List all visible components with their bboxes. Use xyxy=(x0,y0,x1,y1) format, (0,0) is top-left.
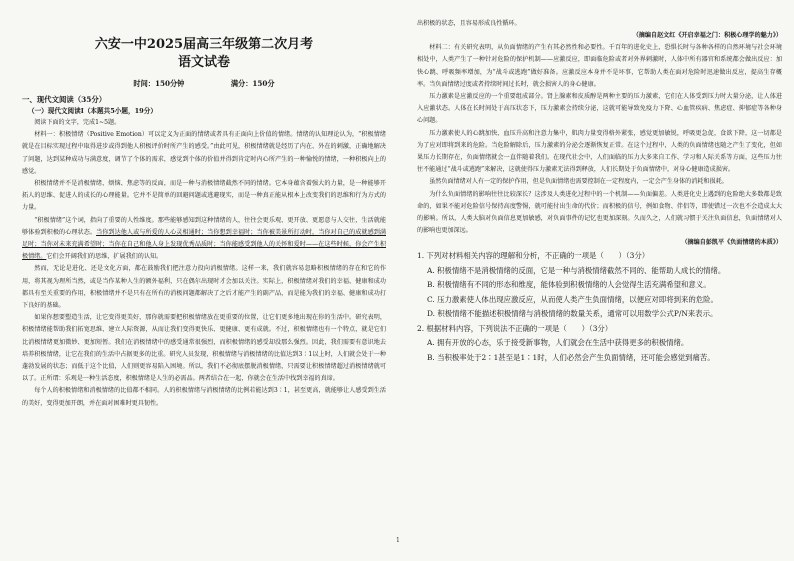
question-2: 2. 根据材料内容，下列说法不正确的一项是（ ）（3分） xyxy=(417,323,613,333)
material-label: 材料二： xyxy=(429,44,454,52)
question-1: 1. 下列对材料相关内容的理解和分析，不正确的一项是（ ）（3分） xyxy=(417,251,650,261)
paragraph: 如果你想要塑造生活，让它变得更美好，那你就需要把积极情绪放在更重要的位置，让它们更多地出现在你的生活中。研究表明，积极情绪能帮助我们拓宽思维、建立人际资源，从而让我们变得更快乐、更健康、更有成就。不过，积极情绪也有一个特点，就是它们比消极情绪更加微妙、更加短暂。我们在消极情绪中的感受通常很强烈，而积极情绪的感受却没那么强烈。因此，我们需要有意识地去培养积极情绪，让它在我们的生活中占据更多的比重。研究人员发现，积极情绪与消极情绪的比值达到3∶1以上时，人们就会处于一种蓬勃发展的状态；而低于这个比值，人们则更容易陷入困境。所以，我们不必彻底摆脱消极情绪，只需要让积极情绪超过消极情绪就可以了。正所谓：乐观是一种生活态度，积极情绪是人生的必需品。两者结合在一起，你就会在生活中找到幸福的真谛。 xyxy=(22,314,386,383)
underlined-text: 当你到达他人或与所爱的人心灵相通时；当你想到幸福时；当你被美景所打动时，当你对自己的成就感到满足时；当你对未来充满希望时；当你在自己和他人身上发现优秀品质时；当你能感受到他人的关怀和爱时——在这些时候，你会产生积极情绪。 xyxy=(22,228,386,261)
option-2b: B. 当积极率处于2∶1甚至是1∶1时，人们必然会产生负面情绪，还可能会感觉到痛苦。 xyxy=(427,352,715,362)
exam-title: 六安一中2025届高三年级第二次月考 xyxy=(94,37,314,52)
exam-subtitle: 语文试卷 xyxy=(177,55,230,70)
paragraph: 压力激素使人的心跳加快、血压升高和注意力集中，肌肉力量变得格外紧张，感觉更加敏锐，呼吸更急促，食欲下降，这一切都是为了应对即将到来的危险。当危险解除后，压力激素的分泌会逐渐恢复正常。在这个过程中，人类的负面情绪也随之产生了变化，但如果压力长期存在，负面情绪就会一直伴随着我们。在现代社会中，人们面临的压力大多来自工作、学习和人际关系等方面，这些压力往往不能通过“战斗或逃跑”来解决，这就使得压力激素无法得到释放，人们长期处于负面情绪中，对身心健康造成损害。 xyxy=(417,129,782,174)
option-2a: A. 拥有开放的心态，乐于接受新事物，人们就会在生活中获得更多的积极情绪。 xyxy=(427,338,689,348)
option-1d: D. 积极情绪不能描述积极情绪与消极情绪的数量关系，通常可以用数学公式P/N来表示。 xyxy=(427,309,718,319)
option-1a: A. 积极情绪不是消极情绪的反面，它是一种与消极情绪截然不同的、能帮助人成长的情绪。 xyxy=(427,265,726,275)
paragraph: 然而，无论是进化、还是文化方面，都在鼓励我们把注意力投向消极情绪。这样一来，我们就容易忽略积极情绪的存在和它的作用，将其视为理所当然，或是当作某种人生的额外福利，只在偶尔出现时才会加以关注。实际上，积极情绪对我们的幸福、健康和成功都具有至关重要的作用，积极情绪并不是只有在所有的消极问题都解决了之后才能产生的副产品，而是能为我们的幸福、健康和成功打下良好的基础。 xyxy=(22,265,386,310)
page-number: 1 xyxy=(396,537,400,544)
right-column xyxy=(417,18,782,555)
section-heading: 一、现代文阅读（35分） xyxy=(22,95,107,104)
paragraph-text: 有关研究表明，从负面情绪的产生有其必然性和必要性。千百年的进化史上，恐惧长时与各种各样的自然环境与社会环境相处中，人类产生了一种针对危险的保护机制——应激反应，即面临危险或者对外界刺激时，人体中所有器官和系统都会做出反应：加快心跳、呼吸频率增加，为“战斗或逃跑”做好准备。应激反应本身并不是坏事，它帮助人类在面对危险时迅速做出反应，提高生存概率。当负面情绪过度或者持续时间过长时，就会损害人的身心健康。 xyxy=(417,44,782,88)
subsection-heading: （一）现代文阅读Ⅰ（本题共5小题，19分） xyxy=(28,107,157,115)
left-column xyxy=(22,18,386,555)
paragraph-text: 它们会开阔我们的思维，扩展我们的认知。 xyxy=(46,253,163,261)
exam-score: 满分：150分 xyxy=(230,79,275,88)
option-1b: B. 积极情绪有不同的形态和维度，能体验到积极情绪的人会觉得生活充满希望和意义。 xyxy=(427,280,711,290)
paragraph: 出积极的状态，且容易形成良性循环。 xyxy=(417,20,521,27)
paragraph: 压力激素是应激反应的一个重要组成部分。肾上腺素和皮质醇是两种主要的压力激素，它们在人体受到压力时大量分泌，让人体进入应激状态。人体在长时间处于高压状态下，压力激素会持续分泌，这就可能导致免疫力下降、心血管疾病、焦虑症、抑郁症等各种身心问题。 xyxy=(417,93,782,125)
paragraph-text: 积极情绪（Positive Emotion）可以定义为正面的情绪或者具有正面向上价值的情绪。情绪的认知理论认为，“积极情绪就是在目标实现过程中取得进步或得到他人积极评价时所产生的感受。”由此可见，积极情绪就是经历了内在、外在的刺激，正确地解决了问题，达到某种成功与满意度，调节了个体的需求，感觉到个体的价值并得到肯定时内心所产生的一种愉悦的情绪，一种积极向上的感觉。 xyxy=(22,131,386,175)
paragraph: 积极情绪并不是消极情绪、烦恼、焦虑等的反面，而是一种与消极情绪截然不同的情绪。它本身蕴含着强大的力量，是一种能够开拓人的思维、促进人的成长的心理能量。它并不是简单的回避问题或逃避现实，而是一种真正能从根本上改变我们的思维和行为方式的力量。 xyxy=(22,180,386,212)
source-citation: （摘编自彭凯平《负面情绪的本质》） xyxy=(681,239,782,247)
source-citation: （摘编自赵文红《开启幸福之门：积极心理学的魅力》） xyxy=(632,32,782,40)
paragraph xyxy=(22,215,386,264)
paragraph xyxy=(417,42,782,91)
material-label: 材料一： xyxy=(34,131,59,139)
instruction-text: 阅读下面的文字，完成1~5题。 xyxy=(34,119,121,126)
paragraph xyxy=(22,129,386,178)
option-1c: C. 压力激素使人体出现应激反应，从而使人类产生负面情绪，以便应对即将到来的危险。 xyxy=(427,294,718,304)
paragraph: 为什么负面情绪的影响往往比较深长？这涉及人类进化过程中的一个机制——负面偏差。人类进化史上遇到的危险绝大多数都是致命的，如果不能对危险信号保持高度警惕，就可能付出生命的代价；而积极的信号，例如食物、伴侣等，即使错过一次也不会造成太大的影响。所以，人类大脑对负面信息更加敏感，对负面事件的记忆也更加深刻。久而久之，人们就习惯于关注负面信息，负面情绪对人的影响也更加深远。 xyxy=(417,190,782,235)
exam-time: 时间：150分钟 xyxy=(133,79,185,88)
exam-meta xyxy=(22,78,386,90)
paragraph: 虽然负面情绪对人有一定的保护作用，但是负面情绪也需要控制在一定程度内，一定会产生身体的消耗和损耗。 xyxy=(429,178,728,186)
paragraph-text: “积极情绪”这个词，指向了重要的人性维度。那些能够感知到这种情绪的人，往往会更乐观、更开放、更愿意与人交往，生活就能够体验到积极的心理状态。 xyxy=(22,216,386,236)
paragraph: 每个人的积极情绪和消极情绪的比值都不相同。人的积极情绪与消极情绪的比例若能达到3∶1，甚至更高，就能够让人感受到生活的美好，变得更加开朗，并在面对困难时更具韧性。 xyxy=(22,387,386,407)
